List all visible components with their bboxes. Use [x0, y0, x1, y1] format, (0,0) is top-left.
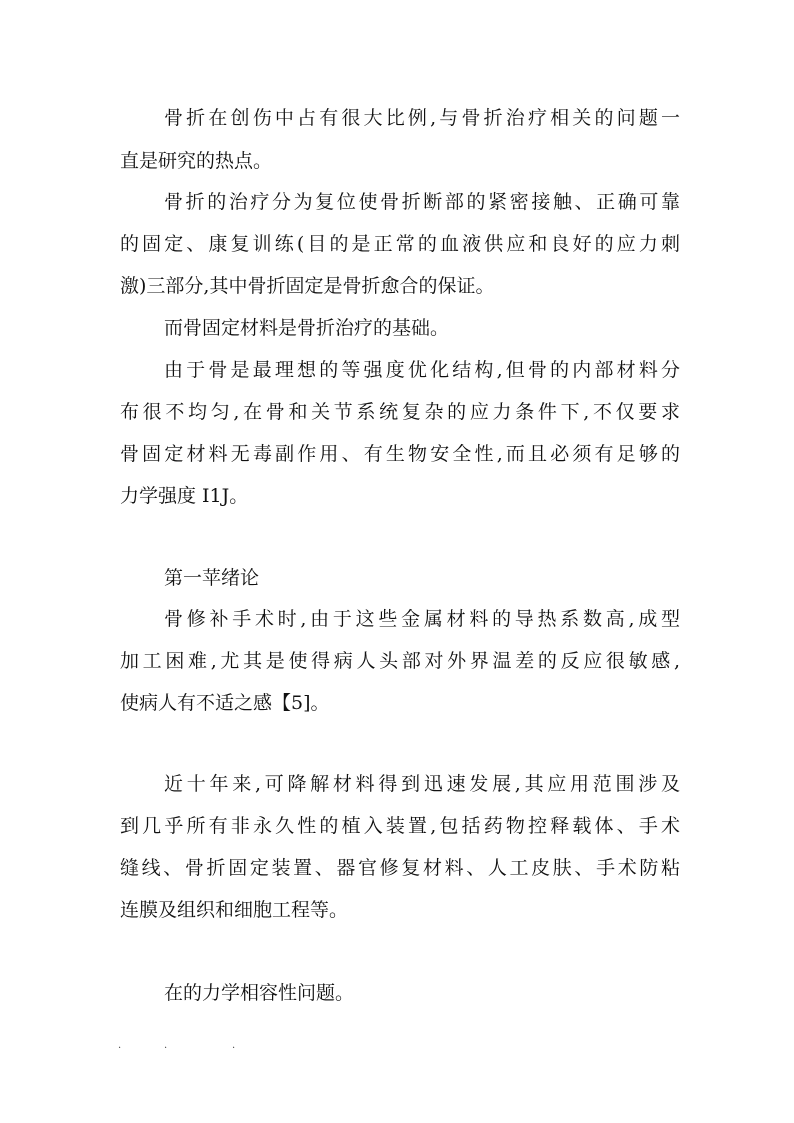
paragraph-2-line-1: 骨折的治疗分为复位使骨折断部的紧密接触、正确可靠	[164, 191, 680, 213]
paragraph-6-line-2: 到几乎所有非永久性的植入装置,包括药物控释载体、手术	[120, 815, 680, 837]
chapter-heading: 第一苹绪论	[164, 567, 260, 589]
footer-dot: .	[232, 1040, 236, 1051]
paragraph-5-line-1: 骨修补手术时,由于这些金属材料的导热系数高,成型	[164, 608, 680, 630]
paragraph-1-line-1: 骨折在创伤中占有很大比例,与骨折治疗相关的问题一	[164, 107, 680, 129]
paragraph-4-line-1: 由于骨是最理想的等强度优化结构,但骨的内部材料分	[164, 359, 680, 381]
paragraph-5-line-2: 加工困难,尤其是使得病人头部对外界温差的反应很敏感,	[120, 650, 680, 672]
footer-dot: .	[164, 1040, 168, 1051]
paragraph-6-line-3: 缝线、骨折固定装置、器官修复材料、人工皮肤、手术防粘	[120, 857, 680, 879]
paragraph-2-line-2: 的固定、康复训练(目的是正常的血液供应和良好的应力刺	[120, 233, 680, 255]
paragraph-7-line-1: 在的力学相容性问题。	[164, 982, 355, 1004]
paragraph-2-line-3: 激)三部分,其中骨折固定是骨折愈合的保证。	[120, 275, 495, 297]
paragraph-6-line-4: 连膜及组织和细胞工程等。	[120, 899, 349, 921]
paragraph-4-line-4: 力学强度 I1J。	[120, 485, 249, 507]
paragraph-4-line-2: 布很不均匀,在骨和关节系统复杂的应力条件下,不仅要求	[120, 401, 680, 423]
paragraph-6-line-1: 近十年来,可降解材料得到迅速发展,其应用范围涉及	[164, 773, 680, 795]
footer-dot: .	[118, 1040, 122, 1051]
paragraph-5-line-3: 使病人有不适之感【5]。	[120, 692, 330, 714]
paragraph-3-line-1: 而骨固定材料是骨折治疗的基础。	[164, 317, 450, 339]
paragraph-1-line-2: 直是研究的热点。	[120, 150, 273, 172]
paragraph-4-line-3: 骨固定材料无毒副作用、有生物安全性,而且必须有足够的	[120, 443, 680, 465]
